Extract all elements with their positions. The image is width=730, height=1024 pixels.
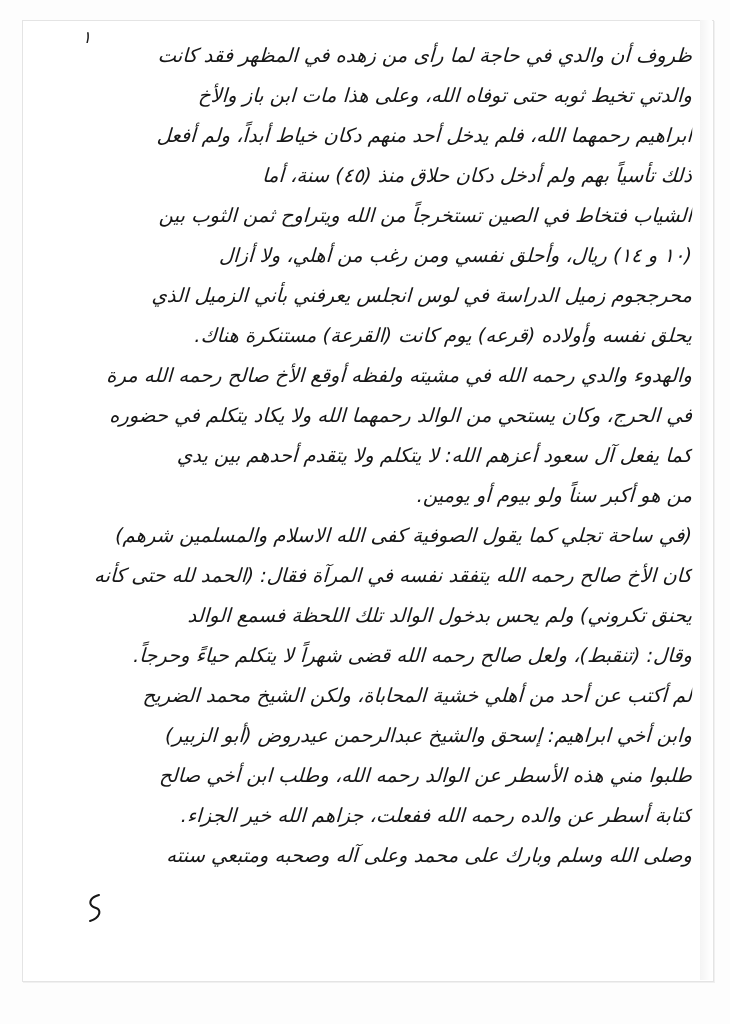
text-line: وابن أخي ابراهيم: إسحق والشيخ عبدالرحمن عيدروض (أبو الزبير) — [164, 724, 693, 747]
end-mark-icon — [84, 892, 106, 924]
text-line: (في ساحة تجلي كما يقول الصوفية كفى الله الاسلام والمسلمين شرهم) — [114, 524, 693, 547]
text-line: طلبوا مني هذه الأسطر عن الوالد رحمه الله، وطلب ابن أخي صالح — [158, 764, 693, 787]
text-line: وصلى الله وسلم وبارك على محمد وعلى آله وصحبه ومتبعي سنته — [165, 844, 693, 867]
text-line: كما يفعل آل سعود أعزهم الله: لا يتكلم ولا يتقدم أحدهم بين يدي — [176, 444, 693, 467]
text-line: والهدوء والدي رحمه الله في مشيته ولفظه أوقع الأخ صالح رحمه الله مرة — [106, 364, 693, 387]
text-line: ذلك تأسياً بهم ولم أدخل دكان حلاق منذ (٤٥) سنة، أما — [261, 164, 693, 187]
handwritten-text-block — [42, 36, 692, 876]
text-line: الشياب فتخاط في الصين تستخرجاً من الله ويتراوح ثمن الثوب بين — [158, 204, 693, 227]
text-line: في الحرج، وكان يستحي من الوالد رحمهما الله ولا يكاد يتكلم في حضوره — [108, 404, 693, 427]
text-line: محرججوم زميل الدراسة في لوس انجلس يعرفني بأني الزميل الذي — [151, 284, 693, 307]
text-line: ابراهيم رحمهما الله، فلم يدخل أحد منهم دكان خياط أبداً، ولم أفعل — [156, 124, 693, 147]
text-line: ظروف أن والدي في حاجة لما رأى من زهده في المظهر فقد كانت — [157, 44, 693, 67]
text-line: لم أكتب عن أحد من أهلي خشية المحاباة، ولكن الشيخ محمد الضريح — [142, 684, 693, 707]
text-line: من هو أكبر سناً ولو بيوم أو يومين. — [416, 484, 693, 507]
text-line: يحنق تكروني) ولم يحس بدخول الوالد تلك اللحظة فسمع الوالد — [187, 604, 693, 627]
page-number: ١ — [82, 28, 92, 48]
text-line: والدتي تخيط ثوبه حتى توفاه الله، وعلى هذا مات ابن باز والأخ — [197, 84, 693, 107]
text-line: كان الأخ صالح رحمه الله يتفقد نفسه في المرآة فقال: (الحمد لله حتى كأنه — [93, 564, 693, 587]
text-line: كتابة أسطر عن والده رحمه الله ففعلت، جزاهم الله خير الجزاء. — [180, 804, 693, 827]
page-edge-shadow — [700, 20, 712, 980]
text-line: (١٠ و ١٤) ريال، وأحلق نفسي ومن رغب من أهلي، ولا أزال — [218, 244, 693, 267]
text-line: وقال: (تنقبط)، ولعل صالح رحمه الله قضى شهراً لا يتكلم حياءً وحرجاً. — [132, 644, 693, 667]
text-line: يحلق نفسه وأولاده (قرعه) يوم كانت (القرعة) مستنكرة هناك. — [194, 324, 693, 347]
